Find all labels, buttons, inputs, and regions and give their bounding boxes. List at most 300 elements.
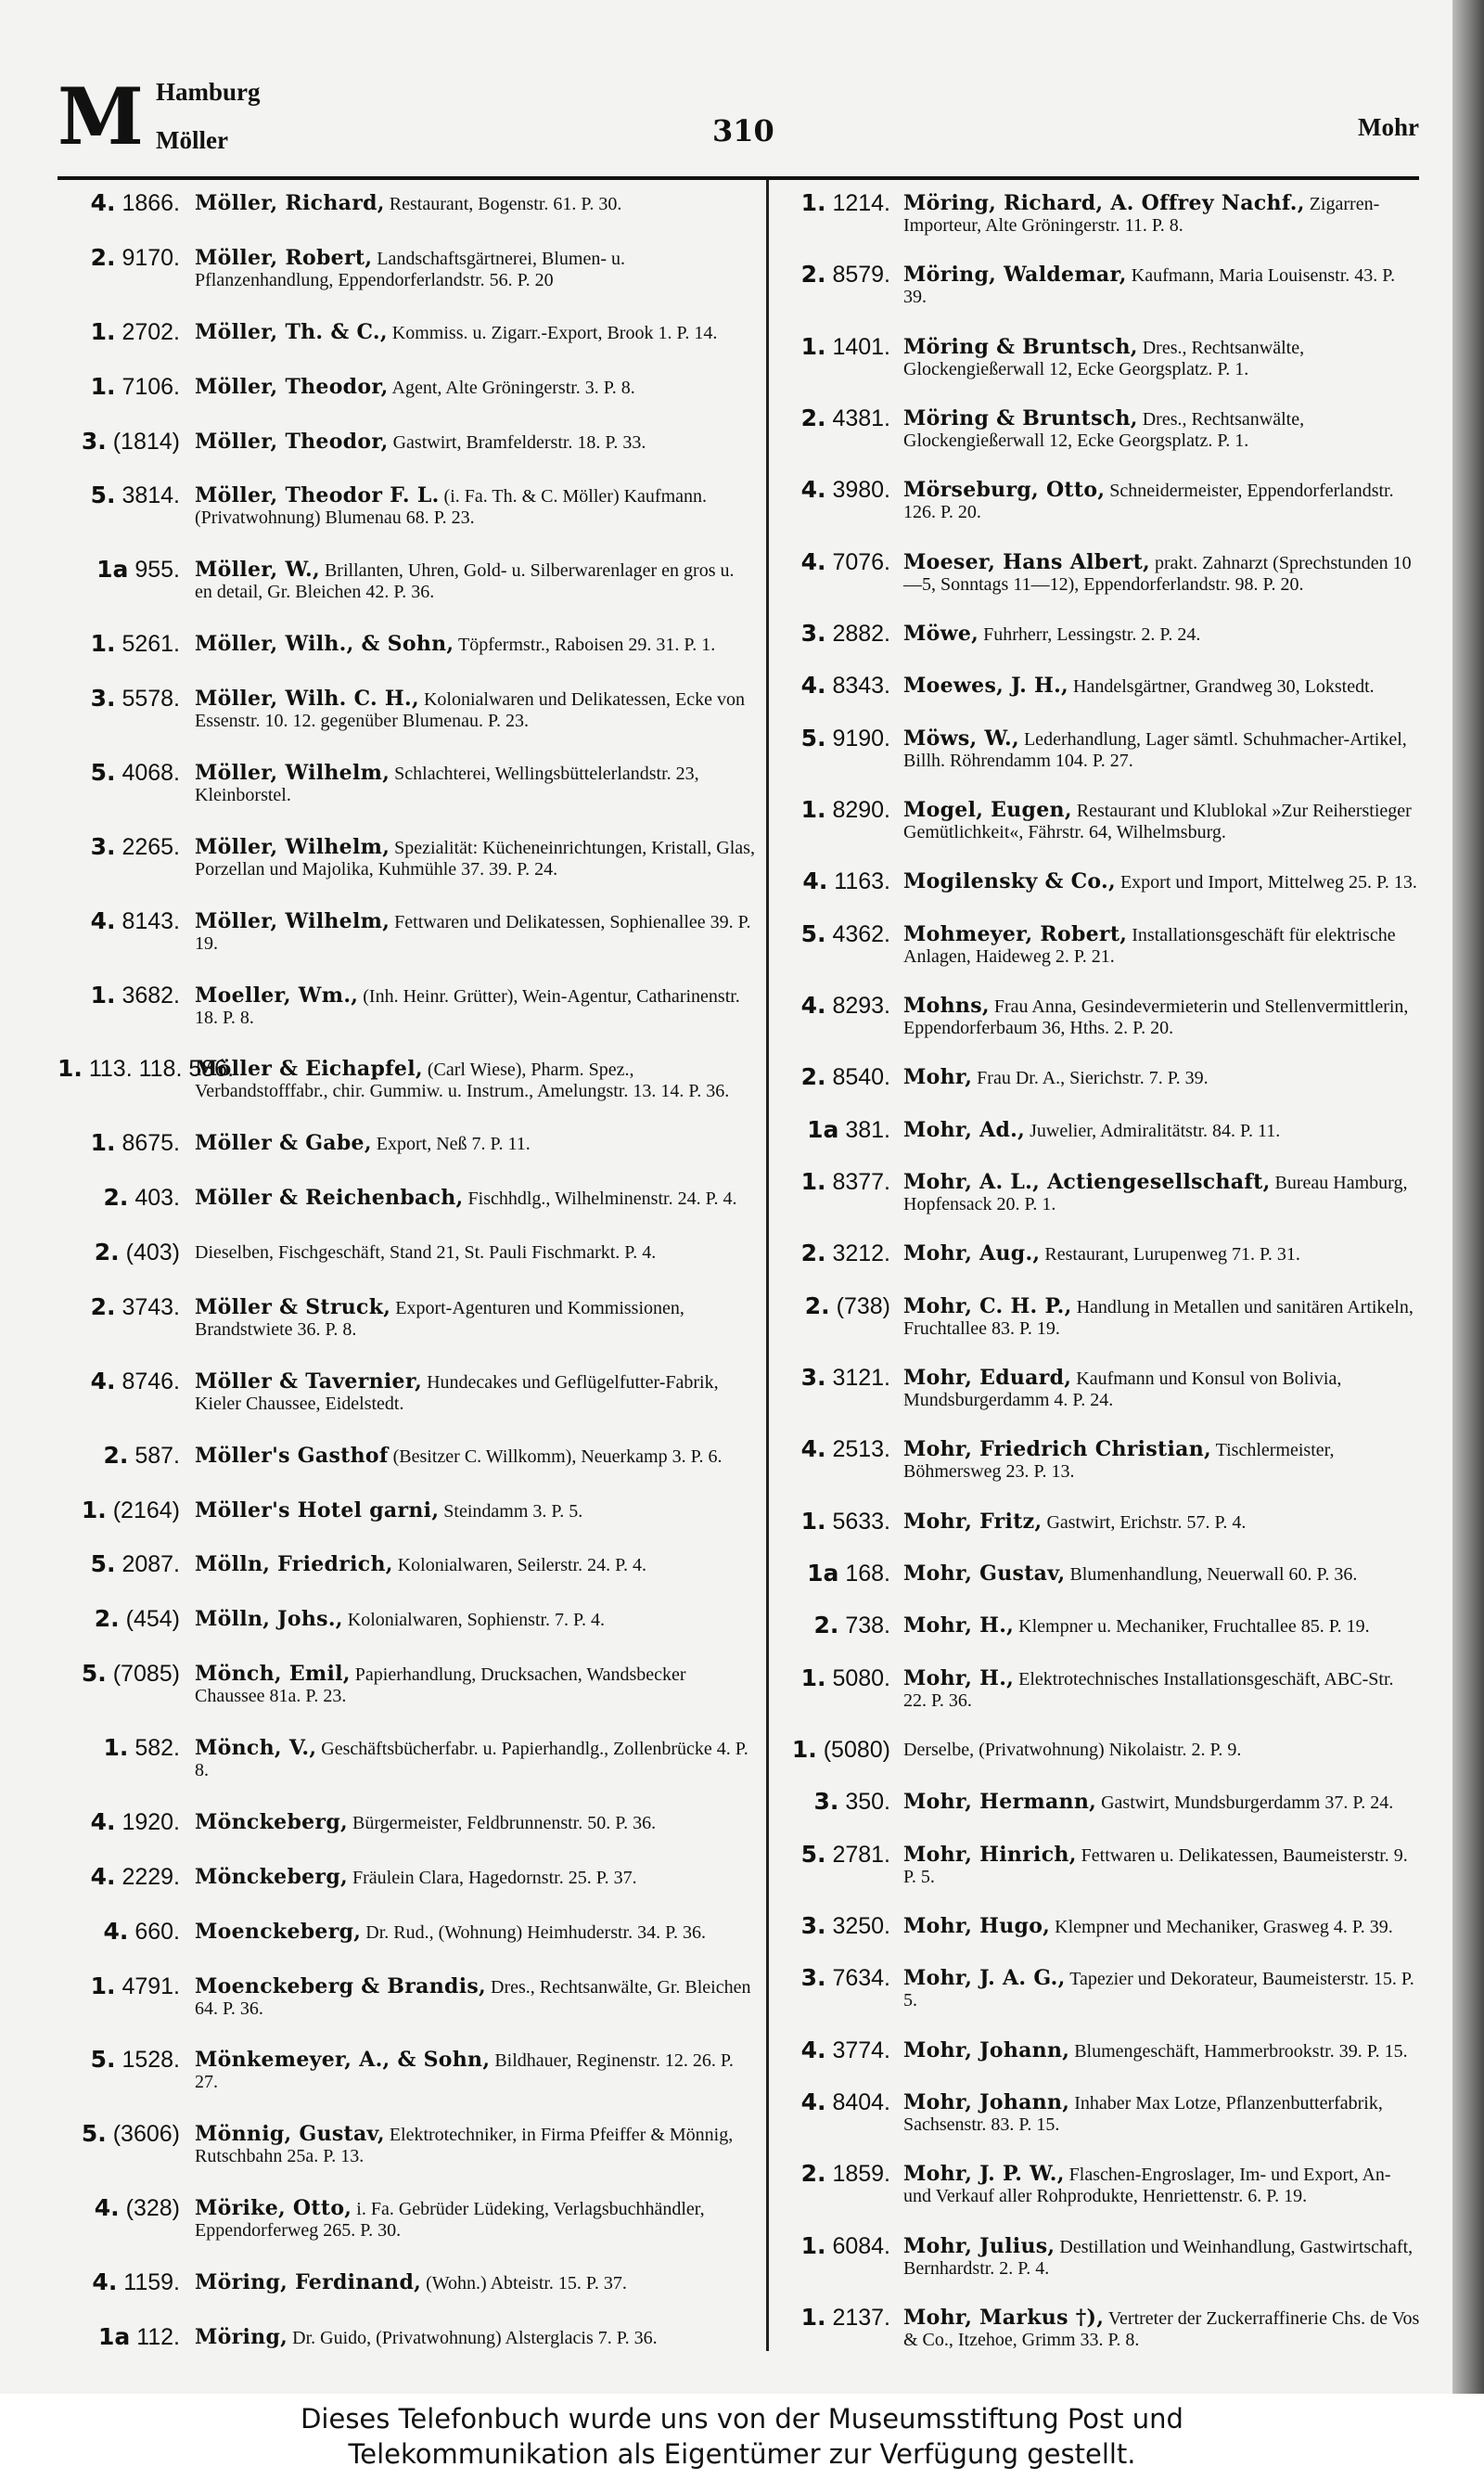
subscriber-details: Klempner u. Mechaniker, Fruchtallee 85. P. 19. [1018,1616,1370,1638]
entry-text [195,1497,755,1523]
phone-number [58,2046,195,2074]
entry-text [195,189,755,215]
exchange-code: 3. [90,832,116,860]
entry-text [903,1964,1421,2011]
subscriber-name: Möller, Theodor F. L. [195,483,440,508]
exchange-code: 3. [800,1363,826,1391]
line-number: 8290. [832,796,890,823]
subscriber-name: Mönnig, Gustav, [195,2122,385,2147]
line-number: 3250. [832,1912,890,1939]
phone-number [58,1972,195,2000]
entry-text [903,1292,1421,1340]
left-column [58,189,755,2351]
subscriber-name: Mohr, A. L., Actiengesellschaft, [903,1169,1271,1194]
entry-text [903,1168,1421,1215]
directory-entry [58,1442,755,1470]
phone-number [777,867,903,895]
directory-entry [58,1184,755,1212]
line-number: 587. [134,1442,180,1469]
subscriber-details: Fischhdlg., Wilhelminenstr. 24. P. 4. [467,1189,737,1210]
line-number: 350. [845,1789,890,1816]
right-column [777,189,1421,2351]
subscriber-name: Möller & Gabe, [195,1131,372,1156]
line-number: 4381. [832,405,890,431]
subscriber-details: Restaurant und Klublokal »Zur Reiherstieger Gemütlichkeit«, Fährstr. 64, Wilhelmsburg. [903,800,1412,842]
line-number: 4362. [832,920,890,947]
subscriber-details: Bildhauer, Reginenstr. 12. 26. P. 27. [195,2050,734,2093]
line-number: 1920. [122,1808,180,1835]
subscriber-name: Mohr, Markus †), [903,2305,1105,2330]
line-number: 7106. [122,373,180,400]
directory-entry [777,1240,1421,1267]
line-number: 582. [134,1735,180,1761]
subscriber-name: Möring, Ferdinand, [195,2270,422,2294]
directory-entry [777,1508,1421,1536]
phone-number [58,833,195,861]
subscriber-name: Möller, Wilh., & Sohn, [195,632,454,657]
entry-text [195,318,755,344]
entry-text [903,261,1421,308]
line-number: 403. [134,1185,180,1212]
directory-entry [58,244,755,291]
subscriber-details: Frau Dr. A., Sierichstr. 7. P. 39. [977,1068,1209,1089]
entry-text [903,920,1421,968]
phone-number [777,1292,903,1320]
subscriber-details: (Besitzer C. Willkomm), Neuerkamp 3. P. 6. [392,1446,723,1467]
exchange-code: 5. [800,1840,826,1868]
subscriber-details: Kommiss. u. Zigarr.-Export, Brook 1. P. 14. [391,322,718,343]
entry-text [195,630,755,656]
phone-number [777,2037,903,2064]
directory-entry [777,1964,1421,2011]
subscriber-name: Moenckeberg & Brandis, [195,1973,487,1998]
line-number: 8343. [832,673,890,700]
directory-entry [58,1550,755,1578]
exchange-code: 2. [800,261,826,289]
exchange-code: 1. [81,1496,107,1523]
phone-number [58,1550,195,1578]
entry-text [195,2046,755,2093]
entry-text [903,548,1421,596]
subscriber-details: Export-Agenturen und Kommissionen, Brandstwiete 36. P. 8. [195,1297,684,1340]
entry-text [195,982,755,1029]
directory-entry [777,1364,1421,1411]
subscriber-details: Derselbe, (Privatwohnung) Nikolaistr. 2. P. 9. [903,1739,1242,1760]
header-rule [58,176,1419,180]
directory-entry [58,1863,755,1891]
directory-entry [58,2323,755,2351]
exchange-code: 4. [800,547,826,575]
line-number: 4791. [122,1972,180,1999]
directory-entry [777,476,1421,523]
subscriber-name: Mölln, Johs., [195,1607,343,1632]
line-number: 955. [134,557,180,584]
directory-entry [58,1497,755,1524]
phone-number [777,2304,903,2332]
entry-text [903,796,1421,843]
entry-text [903,2232,1421,2280]
exchange-code: 5. [90,758,116,786]
subscriber-name: Möller, Theodor, [195,429,389,454]
directory-entry [777,1912,1421,1940]
phone-number [777,1912,903,1940]
page-header [58,72,1419,174]
entry-text [903,867,1421,893]
phone-number [58,1184,195,1212]
phone-number [777,1063,903,1091]
phone-number [58,1368,195,1395]
entry-text [195,1734,755,1781]
line-number: 2229. [122,1863,180,1890]
subscriber-name: Mohr, Julius, [903,2233,1055,2258]
subscriber-details: Blumenhandlung, Neuerwall 60. P. 36. [1069,1563,1358,1585]
directory-entry [58,833,755,880]
phone-number [777,1508,903,1536]
entry-text [195,907,755,955]
entry-text [195,1129,755,1155]
exchange-code: 5. [90,1550,116,1578]
directory-entry [58,482,755,529]
entry-text [903,620,1421,646]
line-number: 2265. [122,833,180,860]
phone-number [777,1560,903,1587]
subscriber-details: Gastwirt, Erichstr. 57. P. 4. [1046,1511,1247,1533]
entry-text [903,405,1421,452]
phone-number [777,2232,903,2260]
exchange-code: 1. [90,317,116,345]
subscriber-details: Schneidermeister, Eppendorferlandstr. 126. P. 20. [903,481,1394,523]
phone-number [58,556,195,584]
exchange-code: 1. [800,1167,826,1195]
exchange-code: 3. [800,1964,826,1992]
line-number: (454) [125,1606,180,1633]
line-number: 9170. [122,244,180,271]
exchange-code: 1. [90,1129,116,1157]
subscriber-name: Moeller, Wm., [195,983,359,1008]
entry-text [195,1055,755,1102]
phone-number [777,1736,903,1764]
directory-entry [58,685,755,732]
subscriber-details: Handelsgärtner, Grandweg 30, Lokstedt. [1073,676,1375,698]
subscriber-name: Möller, Th. & C., [195,319,388,344]
directory-entry [58,1660,755,1707]
phone-number [58,1605,195,1633]
subscriber-details: Schlachterei, Wellingsbüttelerlandstr. 23, Kleinborstel. [195,763,699,805]
line-number: 113. 118. 586. [88,1056,235,1083]
subscriber-name: Mönch, V., [195,1736,317,1760]
exchange-code: 4. [800,672,826,700]
line-number: 6084. [832,2232,890,2259]
exchange-code: 3. [813,1788,839,1816]
directory-entry [777,1063,1421,1091]
exchange-code: 1. [800,332,826,360]
subscriber-details: Dres., Rechtsanwälte, Glockengießerwall 12, Ecke Georgsplatz. P. 1. [903,408,1305,451]
directory-entry [777,867,1421,895]
phone-number [777,476,903,504]
subscriber-details: Restaurant, Lurupenweg 71. P. 31. [1044,1244,1300,1266]
exchange-code: 1. [800,795,826,823]
subscriber-name: Möller, W., [195,558,320,583]
line-number: 5578. [122,686,180,712]
exchange-code: 4. [90,1807,116,1835]
entry-text [195,1660,755,1707]
subscriber-details: Blumengeschäft, Hammerbrookstr. 39. P. 15. [1074,2040,1408,2062]
subscriber-name: Mohr, Friedrich Christian, [903,1437,1211,1462]
phone-number [777,1788,903,1816]
line-number: (403) [125,1240,180,1266]
subscriber-details: Landschaftsgärtnerei, Blumen- u. Pflanzenhandlung, Eppendorferlandstr. 56. P. 20 [195,248,625,290]
phone-number [777,189,903,217]
exchange-code: 1. [103,1734,129,1761]
exchange-code: 4. [90,1862,116,1890]
subscriber-name: Mohr, Johann, [903,2089,1070,2114]
entry-text [903,333,1421,380]
exchange-code: 4. [92,2268,118,2295]
entry-text [903,476,1421,523]
entry-text [195,1442,755,1468]
exchange-code: 5. [81,1660,107,1688]
subscriber-name: Mohr, Hinrich, [903,1842,1077,1867]
line-number: 3980. [832,477,890,504]
line-number: (328) [125,2195,180,2222]
phone-number [58,189,195,217]
line-number: 1401. [832,333,890,360]
line-number: 2513. [832,1436,890,1463]
entry-text [195,1863,755,1889]
entry-text [195,244,755,291]
subscriber-name: Mörseburg, Otto, [903,478,1106,503]
entry-text [195,1972,755,2020]
exchange-code: 2. [800,404,826,431]
entry-text [195,1918,755,1944]
phone-number [58,1055,235,1083]
line-number: 3774. [832,2037,890,2063]
subscriber-details: Hundecakes und Geflügelfutter-Fabrik, Kieler Chaussee, Eidelstedt. [195,1371,719,1414]
directory-entry [58,1239,755,1266]
directory-entry [777,672,1421,700]
subscriber-name: Mohr, Ad., [903,1117,1026,1142]
exchange-code: 2. [800,1063,826,1091]
line-number: 2137. [832,2304,890,2331]
entry-text [195,1550,755,1576]
line-number: 5633. [832,1508,890,1535]
exchange-code: 3. [800,619,826,647]
entry-text [195,1605,755,1631]
directory-entry [777,2160,1421,2207]
entry-text [195,482,755,529]
line-number: 8746. [122,1368,180,1394]
directory-entry [777,1841,1421,1888]
subscriber-name: Mönckeberg, [195,1864,348,1889]
subscriber-details: Töpfermstr., Raboisen 29. 31. P. 1. [458,635,716,656]
subscriber-name: Möller, Robert, [195,245,373,270]
phone-number [777,2160,903,2188]
phone-number [58,2120,195,2148]
entry-text [903,2160,1421,2207]
phone-number [58,1863,195,1891]
subscriber-name: Möws, W., [903,726,1019,751]
subscriber-name: Mohr, Hermann, [903,1790,1097,1815]
line-number: 5261. [122,631,180,658]
line-number: 3814. [122,482,180,509]
directory-entry [58,1734,755,1781]
phone-number [58,1918,195,1946]
subscriber-details: Inhaber Max Lotze, Pflanzenbutterfabrik, Sachsenstr. 83. P. 15. [903,2092,1383,2135]
entry-text [195,685,755,732]
subscriber-name: Mogilensky & Co., [903,869,1116,894]
directory-entry [777,1292,1421,1340]
directory-entry [777,920,1421,968]
subscriber-details: Agent, Alte Gröningerstr. 3. P. 8. [391,377,635,398]
directory-entry [777,333,1421,380]
subscriber-details: Geschäftsbücherfabr. u. Papierhandlg., Zollenbrücke 4. P. 8. [195,1739,748,1780]
exchange-code: 2. [800,2160,826,2188]
subscriber-details: Juwelier, Admiralitätstr. 84. P. 11. [1030,1120,1281,1141]
directory-entry [58,759,755,806]
subscriber-details: Dres., Rechtsanwälte, Glockengießerwall 12, Ecke Georgsplatz. P. 1. [903,337,1305,379]
exchange-code: 2. [804,1291,830,1319]
subscriber-details: Bürgermeister, Feldbrunnenstr. 50. P. 36. [352,1812,657,1833]
phone-number [777,725,903,752]
directory-entry [58,1918,755,1946]
entry-text [903,1560,1421,1586]
subscriber-name: Mogel, Eugen, [903,797,1072,822]
exchange-code: 1. [800,1664,826,1691]
subscriber-details: Kaufmann, Maria Louisenstr. 43. P. 39. [903,265,1396,308]
exchange-code: 1. [90,372,116,400]
exchange-code: 5. [800,919,826,947]
subscriber-details: Dr. Rud., (Wohnung) Heimhuderstr. 34. P. 36. [365,1921,706,1943]
phone-number [58,1497,195,1524]
directory-entry [777,796,1421,843]
line-number: 5080. [832,1664,890,1691]
line-number: 3682. [122,982,180,1009]
directory-entry [58,2194,755,2242]
phone-number [777,1964,903,1992]
line-number: 112. [136,2323,180,2350]
line-number: 7076. [832,548,890,575]
phone-number [777,1435,903,1463]
phone-number [58,1129,195,1157]
entry-text [195,2120,755,2167]
entry-text [903,189,1421,237]
exchange-code: 4. [90,189,116,216]
subscriber-name: Mohr, J. P. W., [903,2162,1065,2187]
line-number: 1159. [123,2269,180,2295]
line-number: (2164) [112,1497,180,1523]
exchange-code: 3. [81,427,107,455]
section-letter: M [58,71,142,162]
exchange-code: 4. [90,1367,116,1394]
phone-number [58,1808,195,1836]
phone-number [777,405,903,432]
phone-number [777,1612,903,1639]
subscriber-details: Fräulein Clara, Hagedornstr. 25. P. 37. [352,1867,637,1888]
exchange-code: 5. [800,724,826,752]
directory-entry [58,1972,755,2020]
line-number: 2087. [122,1551,180,1578]
line-number: 8377. [832,1168,890,1195]
subscriber-name: Möller's Hotel garni, [195,1497,440,1523]
phone-number [58,982,195,1009]
subscriber-name: Moewes, J. H., [903,674,1068,699]
subscriber-details: Kolonialwaren, Sophienstr. 7. P. 4. [347,1610,605,1631]
entry-text [195,1808,755,1834]
subscriber-details: Dieselben, Fischgeschäft, Stand 21, St. Pauli Fischmarkt. P. 4. [195,1242,657,1263]
line-number: 738. [845,1613,890,1639]
line-number: 4068. [122,759,180,786]
phone-number [58,2194,195,2222]
directory-entry [58,2268,755,2296]
subscriber-details: Fettwaren u. Delikatessen, Baumeisterstr. 9. P. 5. [903,1844,1408,1887]
entry-text [195,2194,755,2242]
phone-number [58,1660,195,1688]
exchange-code: 1. [58,1055,83,1083]
page-number: 310 [712,113,774,148]
entry-text [903,2037,1421,2062]
exchange-code: 4. [103,1917,129,1945]
subscriber-name: Möller & Eichapfel, [195,1057,423,1082]
entry-text [903,1240,1421,1266]
subscriber-details: i. Fa. Gebrüder Lüdeking, Verlagsbuchhändler, Eppendorferweg 265. P. 30. [195,2199,705,2242]
column-divider [766,180,769,2351]
directory-entry [777,1612,1421,1639]
subscriber-details: prakt. Zahnarzt (Sprechstunden 10—5, Sonntags 11—12), Eppendorferlandstr. 98. P. 20. [903,552,1412,595]
subscriber-name: Mohr, [903,1065,973,1090]
phone-number [777,672,903,700]
phone-number [58,630,195,658]
subscriber-name: Mohns, [903,993,990,1018]
phone-number [777,333,903,361]
line-number: 168. [845,1560,890,1587]
directory-entry [777,1435,1421,1483]
phone-number [777,548,903,576]
phone-number [777,1664,903,1692]
entry-text [195,833,755,880]
line-number: 7634. [832,1965,890,1992]
exchange-code: 1. [800,1507,826,1535]
directory-entry [777,189,1421,237]
directory-entry [777,548,1421,596]
subscriber-details: Fettwaren und Delikatessen, Sophienallee 39. P. 19. [195,911,751,954]
phone-number [777,920,903,948]
phone-number [58,1734,195,1762]
exchange-code: 4. [94,2194,120,2222]
line-number: 1214. [832,190,890,216]
subscriber-name: Moeser, Hans Albert, [903,549,1151,574]
directory-entry [58,2120,755,2167]
exchange-code: 2. [800,1240,826,1267]
exchange-code: 1. [90,630,116,658]
directory-entry [58,189,755,217]
line-number: 3121. [832,1364,890,1391]
entry-text [195,2323,755,2349]
phone-number [58,2268,195,2296]
exchange-code: 1a [97,2322,131,2350]
subscriber-details: Destillation und Weinhandlung, Gastwirtschaft, Bernhardstr. 2. P. 4. [903,2236,1414,2279]
directory-entry [777,1116,1421,1144]
line-number: 8143. [122,907,180,934]
subscriber-name: Mörike, Otto, [195,2196,352,2221]
directory-entry [58,428,755,456]
entry-text [903,1435,1421,1483]
phone-number [777,2088,903,2116]
directory-entry [777,1736,1421,1764]
range-start-name: Möller [156,126,228,154]
directory-entry [777,1560,1421,1587]
entry-text [195,373,755,399]
subscriber-details: Bureau Hamburg, Hopfensack 20. P. 1. [903,1172,1408,1214]
